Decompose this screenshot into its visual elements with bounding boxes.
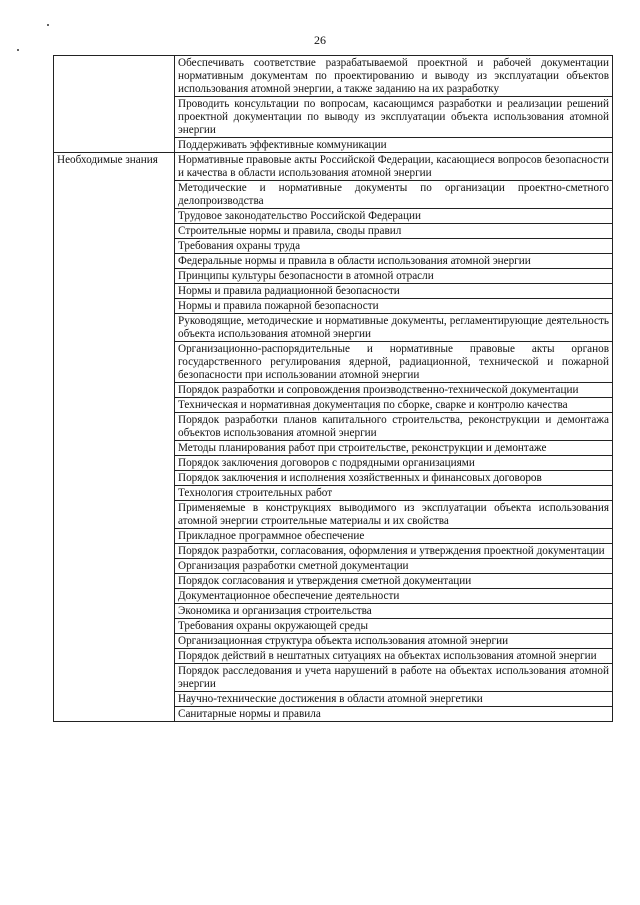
table-cell-text: Нормы и правила радиационной безопасности <box>175 284 613 299</box>
table-cell-text: Прикладное программное обеспечение <box>175 529 613 544</box>
table-cell-text: Нормативные правовые акты Российской Федерации, касающиеся вопросов безопасности и качества в области использования атомной энергии <box>175 153 613 181</box>
table-cell-text: Нормы и правила пожарной безопасности <box>175 299 613 314</box>
table-cell-text: Порядок заключения договоров с подрядными организациями <box>175 456 613 471</box>
table-cell-text: Санитарные нормы и правила <box>175 707 613 722</box>
table-cell-text: Строительные нормы и правила, своды правил <box>175 224 613 239</box>
table-cell-text: Порядок действий в нештатных ситуациях на объектах использования атомной энергии <box>175 649 613 664</box>
table-cell-text: Технология строительных работ <box>175 486 613 501</box>
row-label-empty <box>54 56 175 153</box>
table-cell-text: Обеспечивать соответствие разрабатываемой проектной и рабочей документации нормативным документам по проектированию и выводу из эксплуатации объектов использования атомной энергии, а также заданию на их разработку <box>175 56 613 97</box>
scan-speck <box>17 49 19 51</box>
table-cell-text: Принципы культуры безопасности в атомной отрасли <box>175 269 613 284</box>
scan-speck <box>47 24 49 26</box>
page-number: 26 <box>314 33 326 47</box>
table-cell-text: Методы планирования работ при строительстве, реконструкции и демонтаже <box>175 441 613 456</box>
table-cell-text: Порядок разработки планов капитального строительства, реконструкции и демонтажа объектов использования атомной энергии <box>175 413 613 441</box>
table-cell-text: Организационная структура объекта использования атомной энергии <box>175 634 613 649</box>
table-cell-text: Порядок разработки, согласования, оформления и утверждения проектной документации <box>175 544 613 559</box>
table-cell-text: Техническая и нормативная документация по сборке, сварке и контролю качества <box>175 398 613 413</box>
table-cell-text: Экономика и организация строительства <box>175 604 613 619</box>
competency-table <box>53 55 613 722</box>
table-cell-text: Организация разработки сметной документации <box>175 559 613 574</box>
table-cell-text: Федеральные нормы и правила в области использования атомной энергии <box>175 254 613 269</box>
table-cell-text: Проводить консультации по вопросам, касающимся разработки и реализации решений проектной документации по выводу из эксплуатации объекта использования атомной энергии <box>175 97 613 138</box>
table-cell-text: Документационное обеспечение деятельности <box>175 589 613 604</box>
table-row <box>54 56 613 97</box>
table-cell-text: Порядок расследования и учета нарушений в работе на объектах использования атомной энергии <box>175 664 613 692</box>
table-cell-text: Организационно-распорядительные и нормативные правовые акты органов государственного регулирования ядерной, радиационной, технической и пожарной безопасности при использовании атомной энергии <box>175 342 613 383</box>
table-cell-text: Научно-технические достижения в области атомной энергетики <box>175 692 613 707</box>
table-cell-text: Методические и нормативные документы по организации проектно-сметного делопроизводства <box>175 181 613 209</box>
table-row <box>54 153 613 181</box>
row-label-knowledge: Необходимые знания <box>54 153 175 722</box>
table-cell-text: Руководящие, методические и нормативные документы, регламентирующие деятельность объекта использования атомной энергии <box>175 314 613 342</box>
table-cell-text: Применяемые в конструкциях выводимого из эксплуатации объекта использования атомной энергии строительные материалы и их свойства <box>175 501 613 529</box>
table-cell-text: Порядок разработки и сопровождения производственно-технической документации <box>175 383 613 398</box>
table-cell-text: Поддерживать эффективные коммуникации <box>175 138 613 153</box>
table-cell-text: Порядок согласования и утверждения сметной документации <box>175 574 613 589</box>
table-cell-text: Требования охраны окружающей среды <box>175 619 613 634</box>
table-cell-text: Порядок заключения и исполнения хозяйственных и финансовых договоров <box>175 471 613 486</box>
competency-table-body <box>54 56 613 722</box>
table-cell-text: Трудовое законодательство Российской Федерации <box>175 209 613 224</box>
table-cell-text: Требования охраны труда <box>175 239 613 254</box>
